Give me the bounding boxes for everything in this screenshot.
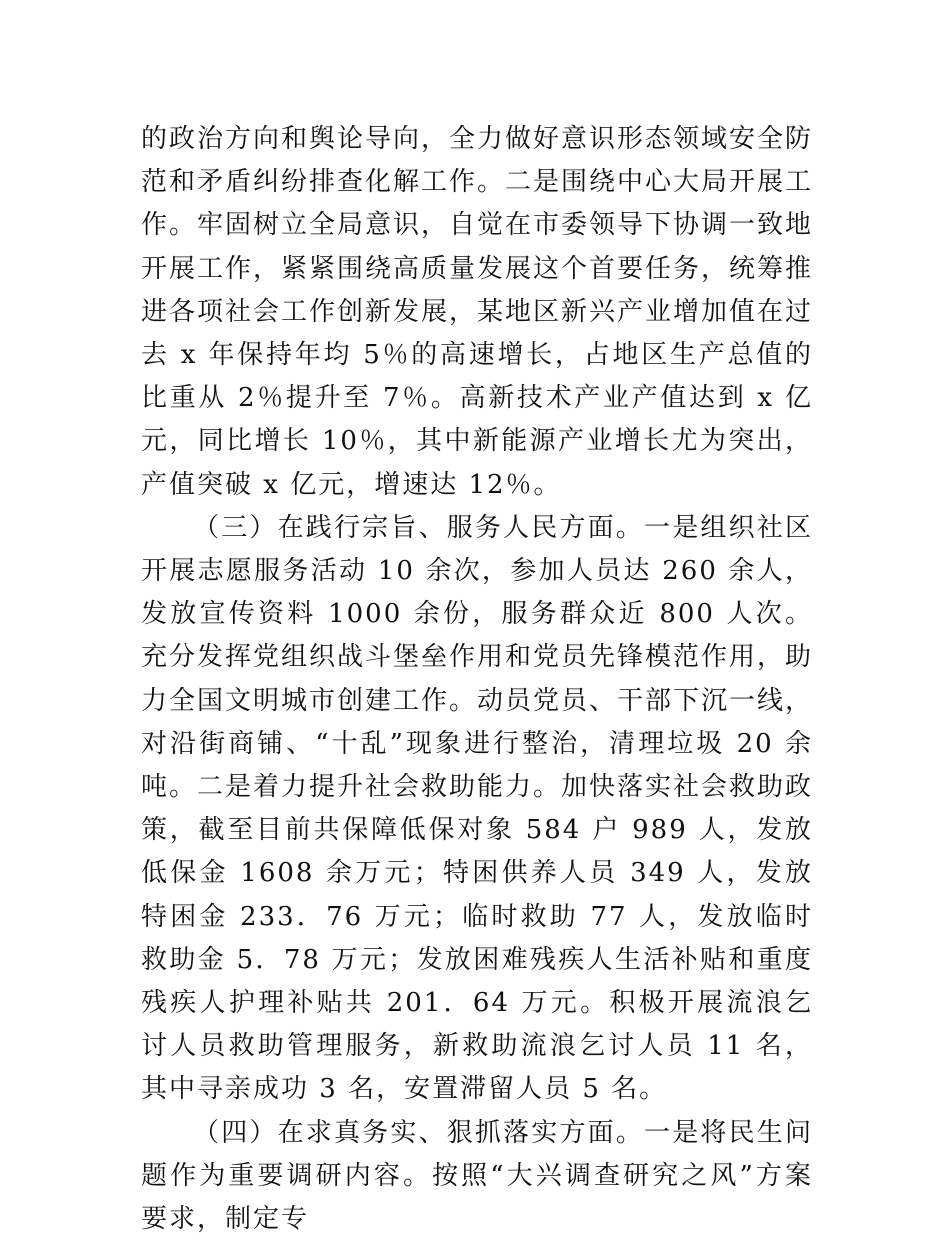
document-body [141,118,813,1241]
paragraph-2-section-three: （三）在践行宗旨、服务人民方面。一是组织社区开展志愿服务活动 10 余次，参加人员达 260 余人，发放宣传资料 1000 余份，服务群众近 800 人次。充分发挥党组织战斗堡垒作用和党员先锋模范作用，助力全国文明城市创建工作。动员党员、干部下沉一线，对沿街商铺、“十乱”现象进行整治，清理垃圾 20 余吨。二是着力提升社会救助能力。加快落实社会救助政策，截至目前共保障低保对象 584 户 989 人，发放低保金 1608 余万元；特困供养人员 349 人，发放特困金 233．76 万元；临时救助 77 人，发放临时救助金 5．78 万元；发放困难残疾人生活补贴和重度残疾人护理补贴共 201．64 万元。积极开展流浪乞讨人员救助管理服务，新救助流浪乞讨人员 11 名，其中寻亲成功 3 名，安置滞留人员 5 名。 [141,512,814,1105]
paragraph-3-section-four: （四）在求真务实、狠抓落实方面。一是将民生问题作为重要调研内容。按照“大兴调查研究之风”方案要求，制定专 [141,1117,813,1235]
paragraph-1: 的政治方向和舆论导向，全力做好意识形态领域安全防范和矛盾纠纷排查化解工作。二是围绕中心大局开展工作。牢固树立全局意识，自觉在市委领导下协调一致地开展工作，紧紧围绕高质量发展这个首要任务，统筹推进各项社会工作创新发展，某地区新兴产业增加值在过去 x 年保持年均 5％的高速增长，占地区生产总值的比重从 2％提升至 7％。高新技术产业产值达到 x 亿元，同比增长 10％，其中新能源产业增长尤为突出，产值突破 x 亿元，增速达 12％。 [141,124,814,500]
